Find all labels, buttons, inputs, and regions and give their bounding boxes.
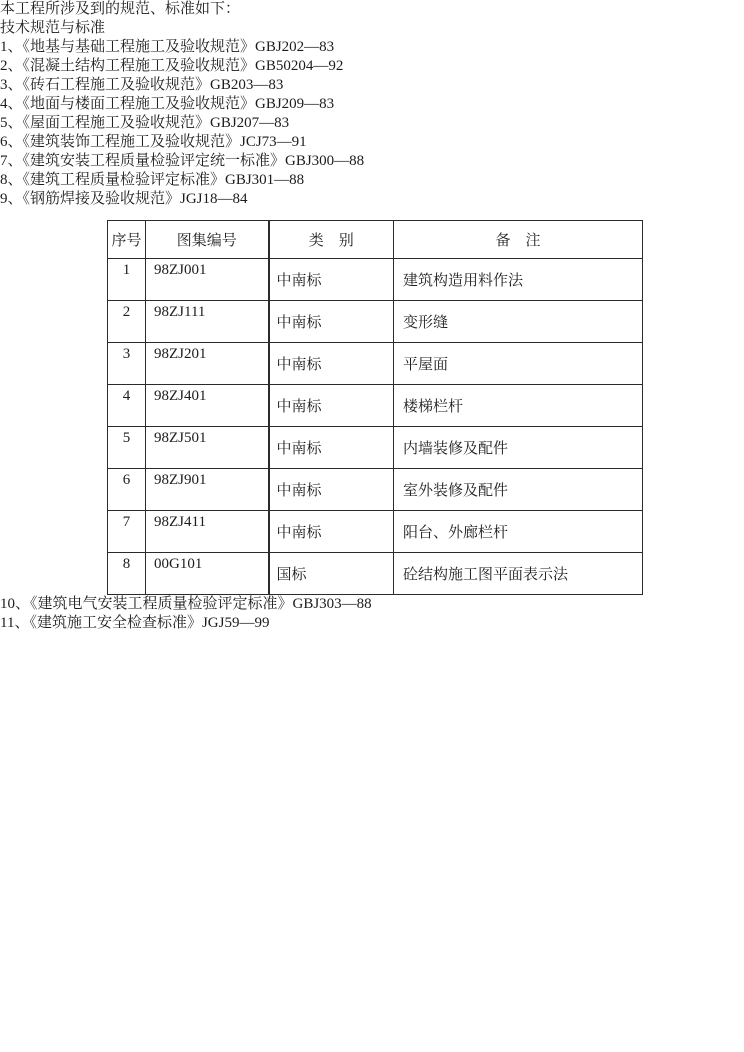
- table-row: [108, 301, 643, 343]
- cell-atlas-code: 98ZJ401: [146, 385, 269, 427]
- cell-remark: 楼梯栏杆: [394, 385, 643, 427]
- cell-atlas-code: 00G101: [146, 553, 269, 595]
- col-header-atlas-code: 图集编号: [146, 221, 269, 259]
- table-row: [108, 553, 643, 595]
- cell-serial: 4: [108, 385, 146, 427]
- cell-atlas-code: 98ZJ111: [146, 301, 269, 343]
- cell-remark: 建筑构造用料作法: [394, 259, 643, 301]
- cell-serial: 5: [108, 427, 146, 469]
- cell-remark: 阳台、外廊栏杆: [394, 511, 643, 553]
- cell-atlas-code: 98ZJ411: [146, 511, 269, 553]
- cell-category: 中南标: [269, 385, 394, 427]
- standard-item-8: 8、《建筑工程质量检验评定标准》GBJ301—88: [0, 172, 305, 188]
- standard-item-3: 3、《砖石工程施工及验收规范》GB203—83: [0, 77, 284, 93]
- cell-category: 国标: [269, 553, 394, 595]
- col-header-serial: 序号: [108, 221, 146, 259]
- cell-category: 中南标: [269, 469, 394, 511]
- cell-category: 中南标: [269, 511, 394, 553]
- standard-item-2: 2、《混凝土结构工程施工及验收规范》GB50204—92: [0, 58, 344, 74]
- cell-serial: 2: [108, 301, 146, 343]
- standard-item-10: 10、《建筑电气安装工程质量检验评定标准》GBJ303—88: [0, 596, 372, 612]
- standard-item-9: 9、《钢筋焊接及验收规范》JGJ18—84: [0, 191, 248, 207]
- cell-atlas-code: 98ZJ501: [146, 427, 269, 469]
- standard-item-6: 6、《建筑装饰工程施工及验收规范》JCJ73—91: [0, 134, 307, 150]
- cell-serial: 6: [108, 469, 146, 511]
- cell-category: 中南标: [269, 343, 394, 385]
- section-heading: 技术规范与标准: [0, 20, 106, 36]
- cell-category: 中南标: [269, 301, 394, 343]
- cell-serial: 8: [108, 553, 146, 595]
- cell-serial: 1: [108, 259, 146, 301]
- col-header-category: 类 别: [269, 221, 394, 259]
- cell-category: 中南标: [269, 259, 394, 301]
- table-row: [108, 259, 643, 301]
- standard-item-11: 11、《建筑施工安全检查标准》JGJ59—99: [0, 615, 270, 631]
- cell-atlas-code: 98ZJ001: [146, 259, 269, 301]
- standard-item-4: 4、《地面与楼面工程施工及验收规范》GBJ209—83: [0, 96, 335, 112]
- table-row: [108, 385, 643, 427]
- table-header-row: [108, 221, 643, 259]
- cell-category: 中南标: [269, 427, 394, 469]
- cell-remark: 平屋面: [394, 343, 643, 385]
- cell-atlas-code: 98ZJ901: [146, 469, 269, 511]
- table-row: [108, 469, 643, 511]
- cell-serial: 7: [108, 511, 146, 553]
- standard-item-5: 5、《屋面工程施工及验收规范》GBJ207—83: [0, 115, 290, 131]
- standard-item-1: 1、《地基与基础工程施工及验收规范》GBJ202—83: [0, 39, 335, 55]
- table-row: [108, 427, 643, 469]
- table-row: [108, 511, 643, 553]
- standard-item-7: 7、《建筑安装工程质量检验评定统一标准》GBJ300—88: [0, 153, 365, 169]
- cell-atlas-code: 98ZJ201: [146, 343, 269, 385]
- cell-remark: 砼结构施工图平面表示法: [394, 553, 643, 595]
- cell-remark: 内墙装修及配件: [394, 427, 643, 469]
- cell-serial: 3: [108, 343, 146, 385]
- intro-text: 本工程所涉及到的规范、标准如下：: [0, 1, 241, 17]
- cell-remark: 室外装修及配件: [394, 469, 643, 511]
- atlas-codes-table: [107, 220, 643, 595]
- cell-remark: 变形缝: [394, 301, 643, 343]
- col-header-remark: 备 注: [394, 221, 643, 259]
- table-row: [108, 343, 643, 385]
